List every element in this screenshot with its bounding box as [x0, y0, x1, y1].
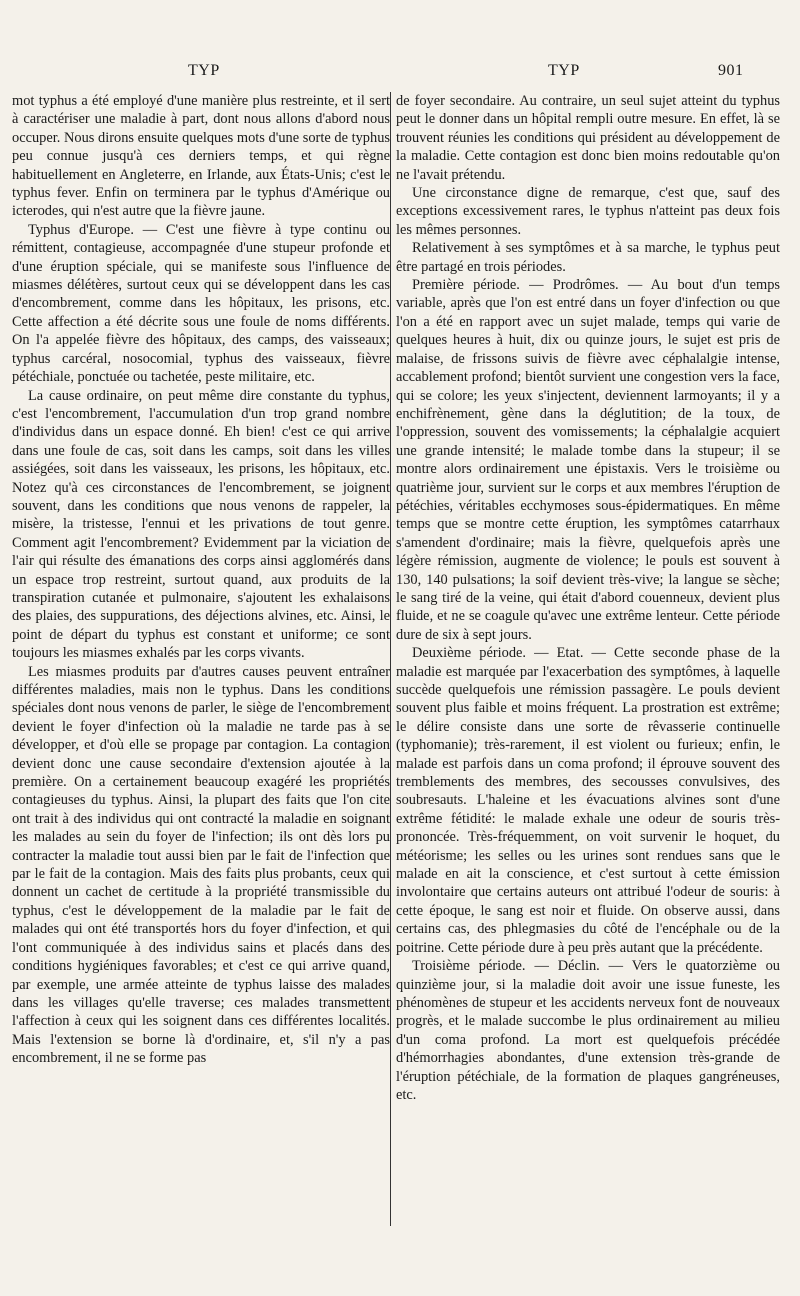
- paragraph: Une circonstance digne de remarque, c'est que, sauf des exceptions excessivement rares, le typhus n'atteint pas deux fois les mêmes personnes.: [396, 185, 780, 238]
- paragraph: Typhus d'Europe. — C'est une fièvre à type continu ou rémittent, contagieuse, accompagnée d'une stupeur profonde et d'une éruption spéciale, qui se manifeste sous l'influence de miasmes délétères, surtout ceux qui se développent dans les cas d'encombrement, comme dans les hôpitaux, les prisons, etc. Cette affection a été décrite sous une foule de noms différents. On l'a appelée fièvre des hôpitaux, des camps, des vaisseaux; typhus carcéral, nosocomial, typhus des vaisseaux, fièvre pétéchiale, ponctuée ou tachetée, peste militaire, etc.: [12, 221, 390, 386]
- left-column: [12, 92, 390, 1068]
- page-number: 901: [718, 62, 744, 79]
- paragraph: de foyer secondaire. Au contraire, un seul sujet atteint du typhus peut le donner dans un hôpital rempli outre mesure. En effet, là se trouvent réunies les conditions qui président au développement de la maladie. Cette contagion est donc bien moins redoutable qu'on ne l'avait prétendu.: [396, 93, 780, 183]
- running-head-left: TYP: [188, 62, 220, 79]
- paragraph: Première période. — Prodrômes. — Au bout d'un temps variable, après que l'on est entré dans un foyer d'infection ou que l'on a été en rapport avec un sujet malade, temps qui varie de quelques heures à huit, dix ou quinze jours, le sujet est pris de malaise, de frissons suivis de fièvre avec céphalalgie intense, accablement profond; bientôt survient une congestion vers la face, qui se colore; les yeux s'injectent, deviennent larmoyants; il y a enchifrènement, gène dans la déglutition; de la toux, de l'oppression, souvent des vomissements; la céphalalgie acquiert une grande intensité; le malade tombe dans la stupeur; il se montre alors ordinairement une épistaxis. Vers le troisième ou quatrième jour, survient sur le corps et aux membres l'éruption de pétéchies, véritables ecchymoses sous-épidermatiques. En même temps que se montre cette éruption, les symptômes catarrhaux s'amendent d'ordinaire; mais la fièvre, quelquefois après une légère rémission, augmente de violence; le pouls est souvent à 130, 140 pulsations; la soif devient très-vive; la langue se sèche; le sang tiré de la veine, qui était d'abord couenneux, devient plus fluide, et ne se coagule qu'avec une extrême lenteur. Cette période dure de six à sept jours.: [396, 277, 780, 643]
- running-head-right: TYP: [548, 62, 580, 79]
- paragraph: Deuxième période. — Etat. — Cette seconde phase de la maladie est marquée par l'exacerbation des symptômes, à laquelle succède quelquefois une rémission passagère. Le pouls devient souvent plus faible et moins fréquent. La prostration est extrême; le délire consiste dans une sorte de rêvasserie continuelle (typhomanie); très-rarement, il est violent ou furieux; enfin, le malade est parfois dans un coma profond; il éprouve souvent des tremblements des membres, des secousses convulsives, des soubresauts. L'haleine et les évacuations alvines sont d'une extrême fétidité: le malade exhale une odeur de souris très-prononcée. Très-fréquemment, on voit survenir le hoquet, du météorisme; les selles ou les urines sont rendues sans que le malade en ait la conscience, et c'est surtout à cette émission involontaire que certains auteurs ont attribué l'odeur de souris: à cette époque, le sang est noir et fluide. On observe aussi, dans certains cas, des phlegmasies du côté de l'encéphale ou de la poitrine. Cette période dure à peu près autant que la précédente.: [396, 645, 780, 956]
- paragraph: Relativement à ses symptômes et à sa marche, le typhus peut être partagé en trois périodes.: [396, 240, 780, 275]
- right-column: [396, 92, 780, 1104]
- paragraph: mot typhus a été employé d'une manière plus restreinte, et il sert à caractériser une maladie à part, dont nous allons d'abord nous occuper. Nous dirons ensuite quelques mots d'une sorte de typhus peu connue jusqu'à ces derniers temps, et qui règne habituellement en Angleterre, en Irlande, aux États-Unis; c'est le typhus fever. Enfin on terminera par le typhus d'Amérique ou icterodes, qui n'est autre que la fièvre jaune.: [12, 93, 390, 220]
- column-divider: [390, 92, 391, 1226]
- paragraph: Troisième période. — Déclin. — Vers le quatorzième ou quinzième jour, si la maladie doit avoir une issue funeste, les phénomènes de stupeur et les accidents nerveux font de nouveaux progrès, et le malade succombe le plus ordinairement au milieu d'un coma profond. La mort est quelquefois précédée d'hémorrhagies abondantes, d'une extension très-grande de l'éruption pétéchiale, de la formation de plaques gangréneuses, etc.: [396, 958, 780, 1103]
- paragraph: La cause ordinaire, on peut même dire constante du typhus, c'est l'encombrement, l'accumulation d'un trop grand nombre d'individus dans un espace donné. Eh bien! c'est ce qui arrive dans une foule de cas, soit dans les camps, soit dans les villes assiégées, soit dans les vaisseaux, les prisons, les hôpitaux, etc. Notez qu'à ces circonstances de l'encombrement, se joignent souvent, dans les conditions que nous venons de rappeler, la misère, la tristesse, l'ennui et les privations de tout genre. Comment agit l'encombrement? Evidemment par la viciation de l'air qui résulte des émanations des corps ainsi agglomérés dans un espace trop restreint, surtout quand, aux produits de la transpiration cutanée et pulmonaire, s'ajoutent les exhalaisons des plaies, des suppurations, des déjections alvines, etc. Ainsi, le point de départ du typhus est constant et uniforme; ce sont toujours les miasmes exhalés par les corps vivants.: [12, 387, 390, 662]
- paragraph: Les miasmes produits par d'autres causes peuvent entraîner différentes maladies, mais non le typhus. Dans les conditions spéciales dont nous venons de parler, le siège de l'encombrement devient le foyer d'infection où la maladie ne tarde pas à se développer, et d'où elle se propage par contagion. La contagion devient donc une cause secondaire d'extension ajoutée à la première. On a certainement beaucoup exagéré les propriétés contagieuses du typhus. Ainsi, la plupart des faits que l'on cite ont trait à des individus qui ont contracté la maladie en soignant les malades au sein du foyer de l'infection; ils ont dès lors pu contracter la maladie tout aussi bien par le fait de l'infection que par le fait de la contagion. Mais des faits plus probants, ceux qui donnent un cachet de certitude à la propriété transmissible du typhus, c'est le développement de la maladie par le fait de malades qui ont été transportés hors du foyer d'infection, et qui l'ont communiquée à des individus sains et placés dans des conditions hygiéniques favorables; et c'est ce qui arrive quand, par exemple, une armée atteinte de typhus laisse des malades dans les villages qu'elle traverse; ces malades transmettent l'affection à ceux qui les soignent dans ces différentes localités. Mais l'extension se borne là d'ordinaire, et, s'il n'y a pas encombrement, il ne se forme pas: [12, 663, 390, 1067]
